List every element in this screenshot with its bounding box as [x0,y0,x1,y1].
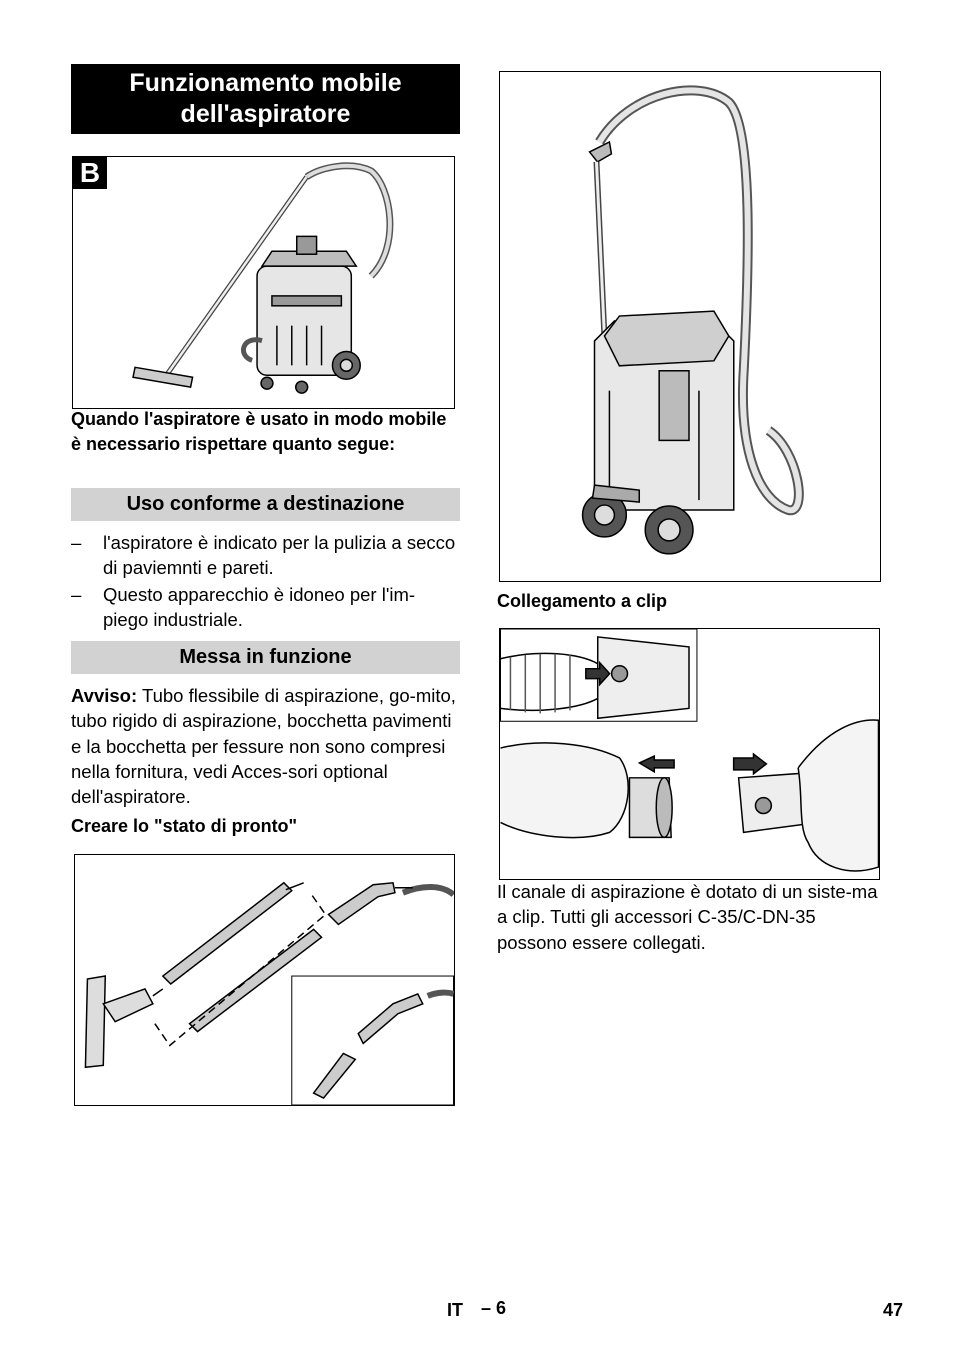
intro-text: Quando l'aspiratore è usato in modo mobile è necessario rispettare quanto segue: [71,409,447,454]
subheading-stato-pronto: Creare lo "stato di pronto" [71,816,298,836]
figure-b-label: B [73,157,107,189]
figure-clip-connection [499,628,880,880]
dash-marker: – [71,584,82,605]
clip-description: Il canale di aspirazione è dotato di un siste-ma a clip. Tutti gli accessori C-35/C-DN-35 possono essere collegati. [497,881,878,953]
vacuum-illustration [73,157,454,408]
vacuum-large-illustration [500,72,880,581]
list-item-text: Questo apparecchio è idoneo per l'im-piego industriale. [103,584,416,631]
section-title [71,64,460,134]
footer-page-number: 47 [883,1300,904,1320]
section-title-line2: dell'aspiratore [180,100,351,128]
figure-vacuum-large [499,71,881,582]
section-heading-messa-in-funzione: Messa in funzione [71,641,460,674]
figure-b-vacuum [72,156,455,409]
clip-caption: Collegamento a clip [497,591,668,611]
dash-marker: – [71,532,82,553]
notice-label: Avviso: [71,685,138,706]
notice-paragraph [71,683,460,809]
list-item [71,582,460,633]
section-heading-uso-conforme: Uso conforme a destinazione [71,488,460,521]
notice-text: Tubo flessibile di aspirazione, go-mito, tubo rigido di aspirazione, bocchetta pavimenti e la bocchetta per fessure non sono compresi nella fornitura, vedi Acces-sori optional dell'aspiratore. [71,685,456,808]
tube-assembly-illustration [75,855,454,1105]
section-title-line1: Funzionamento mobile [129,69,402,97]
figure-assembly [74,854,455,1106]
footer-local-page: – 6 [481,1298,507,1318]
clip-illustration [500,629,879,879]
list-item-text: l'aspiratore è indicato per la pulizia a secco di paviemnti e pareti. [103,532,456,579]
list-item [71,530,460,581]
footer-language: IT [447,1300,463,1320]
